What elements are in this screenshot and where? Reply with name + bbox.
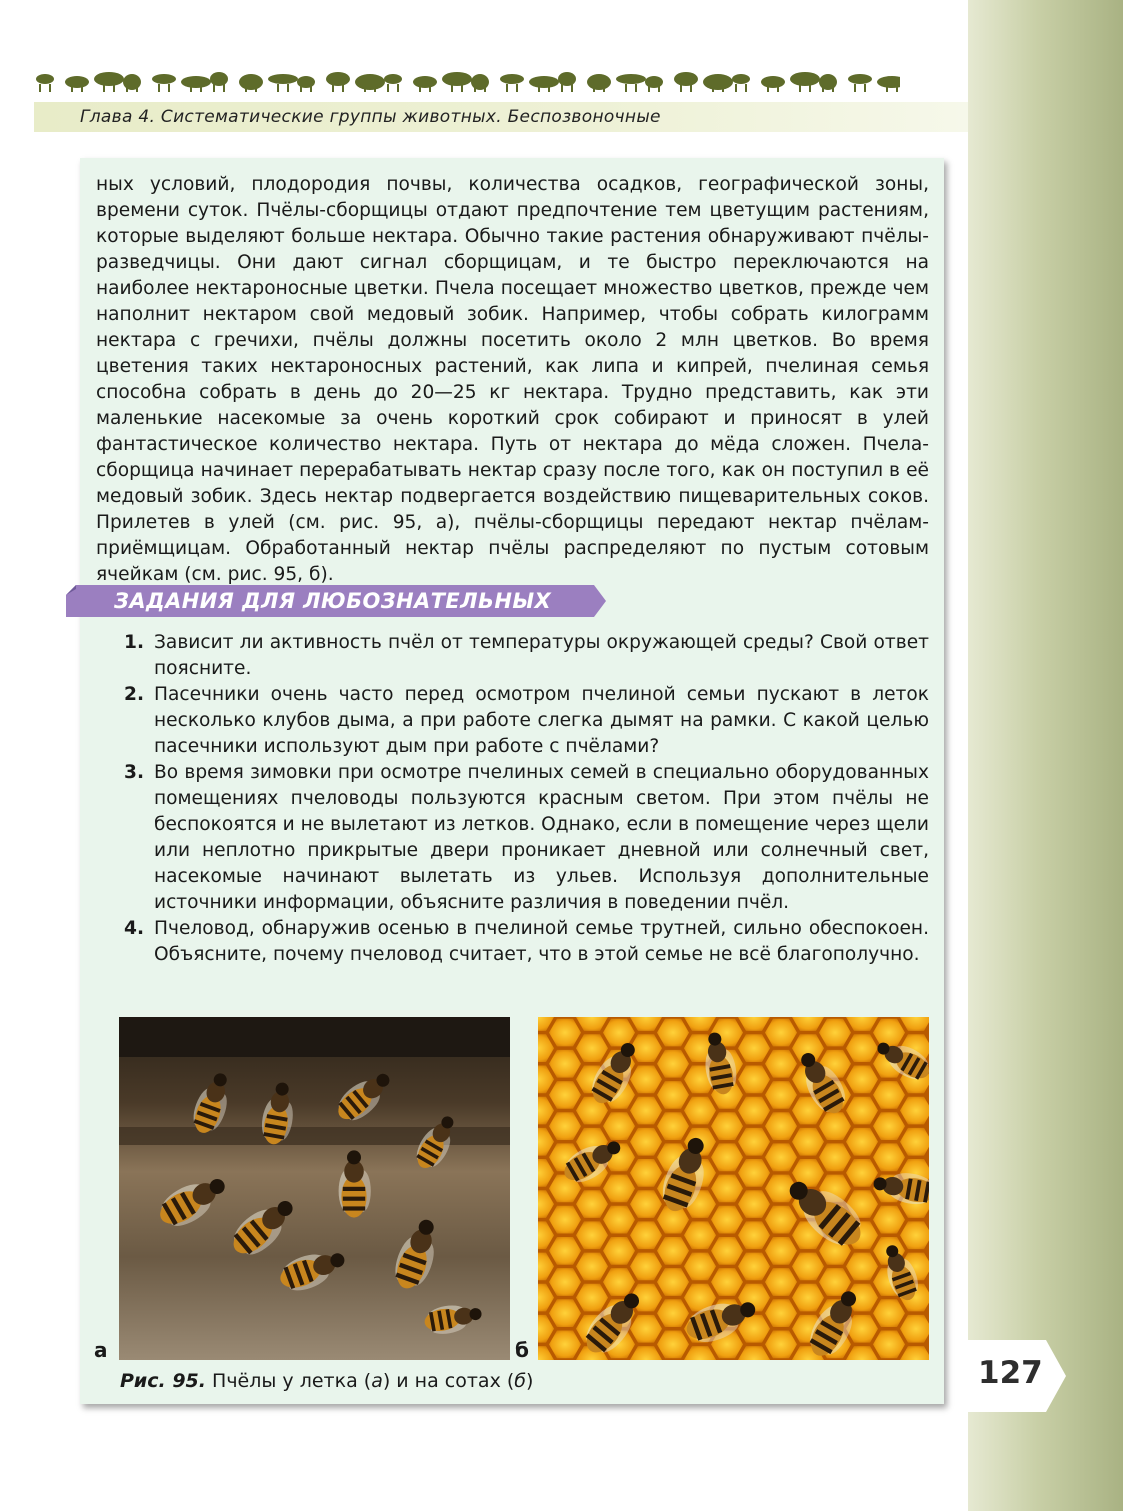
task-text: Пчеловод, обнаружив осенью в пчелиной семье трутней, сильно обеспокоен. Объясните, почему пчеловод считает, что в этой семье не всё благополучно. xyxy=(154,918,929,965)
task-item xyxy=(96,916,929,968)
animal-silhouettes-icon xyxy=(30,64,900,96)
figure-label-a: а xyxy=(94,1338,108,1362)
side-margin-strip xyxy=(968,0,1123,1511)
caption-ref-b: б xyxy=(514,1370,526,1392)
task-text: Зависит ли активность пчёл от температуры окружающей среды? Свой ответ поясните. xyxy=(154,632,929,679)
task-number: 1. xyxy=(124,632,145,653)
task-text: Пасечники очень часто перед осмотром пчелиной семьи пускают в леток несколько клубов дыма, а при работе слегка дымят на рамки. С какой целью пасечники используют дым при работе с пчёлами? xyxy=(154,684,929,757)
task-item xyxy=(96,630,929,682)
chapter-title: Глава 4. Систематические группы животных. Беспозвоночные xyxy=(80,107,661,127)
photo-bees-at-entrance xyxy=(119,1017,510,1360)
main-paragraph: ных условий, плодородия почвы, количества осадков, географической зоны, времени суток. Пчёлы-сборщицы отдают предпочтение тем цветущим растениям, которые выделяют больше нектара. Обычно такие растения обнаруживают пчёлы-разведчицы. Они дают сигнал сборщицам, и те быстро переключаются на наиболее нектароносные цветки. Пчела посещает множество цветков, прежде чем наполнит нектаром свой медовый зобик. Например, чтобы собрать килограмм нектара с гречихи, пчёлы должны посетить около 2 млн цветков. Во время цветения таких нектароносных растений, как липа и кипрей, пчелиная семья способна собрать в день до 20—25 кг нектара. Трудно представить, как эти маленькие насекомые за очень короткий срок собирают и приносят в улей фантастическое количество нектара. Путь от нектара до мёда сложен. Пчела-сборщица начинает перерабатывать нектар сразу после того, как он поступил в её медовый зобик. Здесь нектар подвергается воздействию пищеварительных соков. Прилетев в улей (см. рис. 95, а), пчёлы-сборщицы передают нектар пчёлам-приёмщицам. Обработанный нектар пчёлы распределяют по пустым сотовым ячейкам (см. рис. 95, б). xyxy=(96,174,929,585)
figure-label-b: б xyxy=(515,1338,529,1362)
task-number: 3. xyxy=(124,762,145,783)
task-number: 4. xyxy=(124,918,145,939)
caption-label: Рис. 95. xyxy=(120,1370,206,1392)
caption-text-2: ) и на сотах ( xyxy=(382,1370,515,1392)
caption-text-1: Пчёлы у летка ( xyxy=(206,1370,372,1392)
photo-bees-on-honeycomb xyxy=(538,1017,929,1360)
task-text: Во время зимовки при осмотре пчелиных семей в специально оборудованных помещениях пчеловоды пользуются красным светом. При этом пчёлы не беспокоятся и не вылетают из летков. Однако, если в помещение через щели или неплотно прикрытые двери проникает дневной или солнечный свет, насекомые начинают вылетать из ульев. Используя дополнительные источники информации, объясните различия в поведении пчёл. xyxy=(154,762,929,913)
task-number: 2. xyxy=(124,684,145,705)
page-number: 127 xyxy=(978,1355,1043,1391)
task-list xyxy=(96,630,929,968)
task-item xyxy=(96,682,929,760)
caption-text-3: ) xyxy=(526,1370,534,1392)
task-item xyxy=(96,760,929,916)
caption-ref-a: а xyxy=(371,1370,383,1392)
figure-caption xyxy=(120,1370,533,1392)
section-title: ЗАДАНИЯ ДЛЯ ЛЮБОЗНАТЕЛЬНЫХ xyxy=(114,589,552,613)
